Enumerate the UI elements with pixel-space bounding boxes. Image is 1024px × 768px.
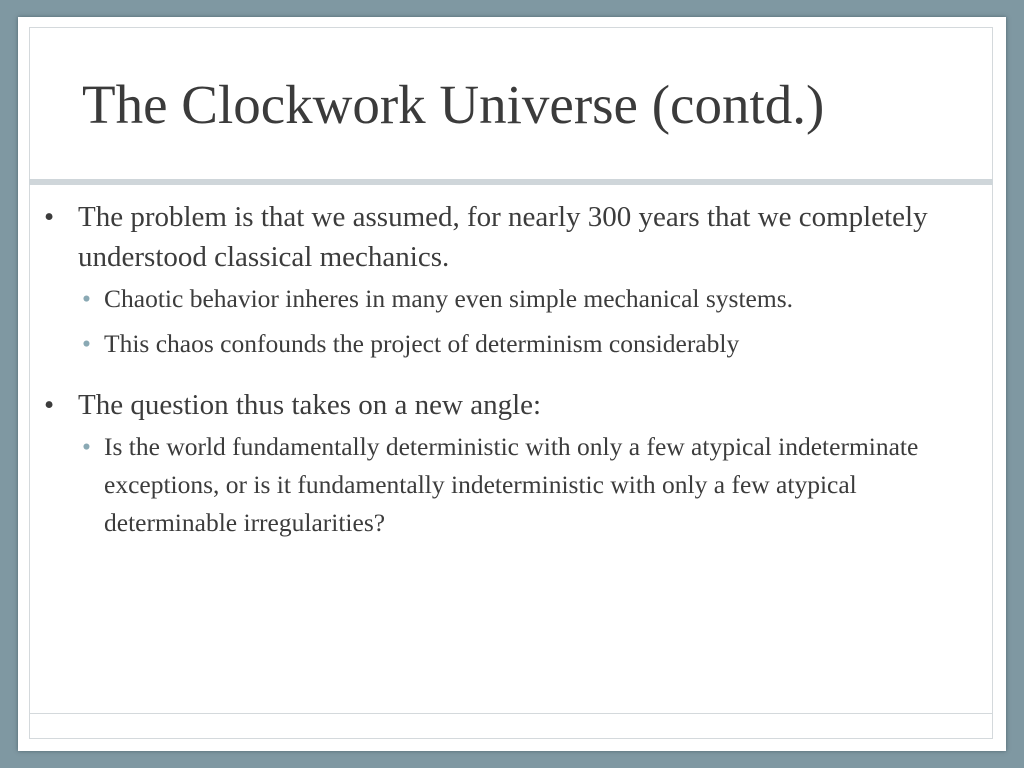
bullet-text: The question thus takes on a new angle: <box>78 389 542 421</box>
slide-content <box>44 197 984 549</box>
sub-bullet-icon: • <box>82 329 91 358</box>
sub-bullet-item <box>78 325 984 363</box>
sub-bullet-list <box>44 280 984 363</box>
bullet-icon: • <box>44 201 55 233</box>
sub-bullet-text: Chaotic behavior inheres in many even simple mechanical systems. <box>104 284 794 313</box>
slide-title: The Clockwork Universe (contd.) <box>82 74 825 135</box>
sub-bullet-text: This chaos confounds the project of determinism considerably <box>104 329 740 358</box>
slide <box>18 17 1006 751</box>
sub-bullet-text: Is the world fundamentally deterministic with only a few atypical indeterminate exceptions, or is it fundamentally indeterministic with only a few atypical determinable irregularities? <box>104 432 919 537</box>
sub-bullet-item <box>78 280 984 318</box>
title-divider <box>29 179 993 185</box>
footer-divider <box>29 713 993 714</box>
bullet-text: The problem is that we assumed, for nearly 300 years that we completely understood classical mechanics. <box>78 201 928 273</box>
sub-bullet-list <box>44 428 984 542</box>
bullet-group-2 <box>44 385 984 542</box>
bullet-icon: • <box>44 389 55 421</box>
sub-bullet-icon: • <box>82 432 91 461</box>
bullet-item <box>44 385 984 425</box>
bullet-item <box>44 197 984 277</box>
bullet-group-1 <box>44 197 984 363</box>
sub-bullet-item <box>78 428 984 542</box>
sub-bullet-icon: • <box>82 284 91 313</box>
